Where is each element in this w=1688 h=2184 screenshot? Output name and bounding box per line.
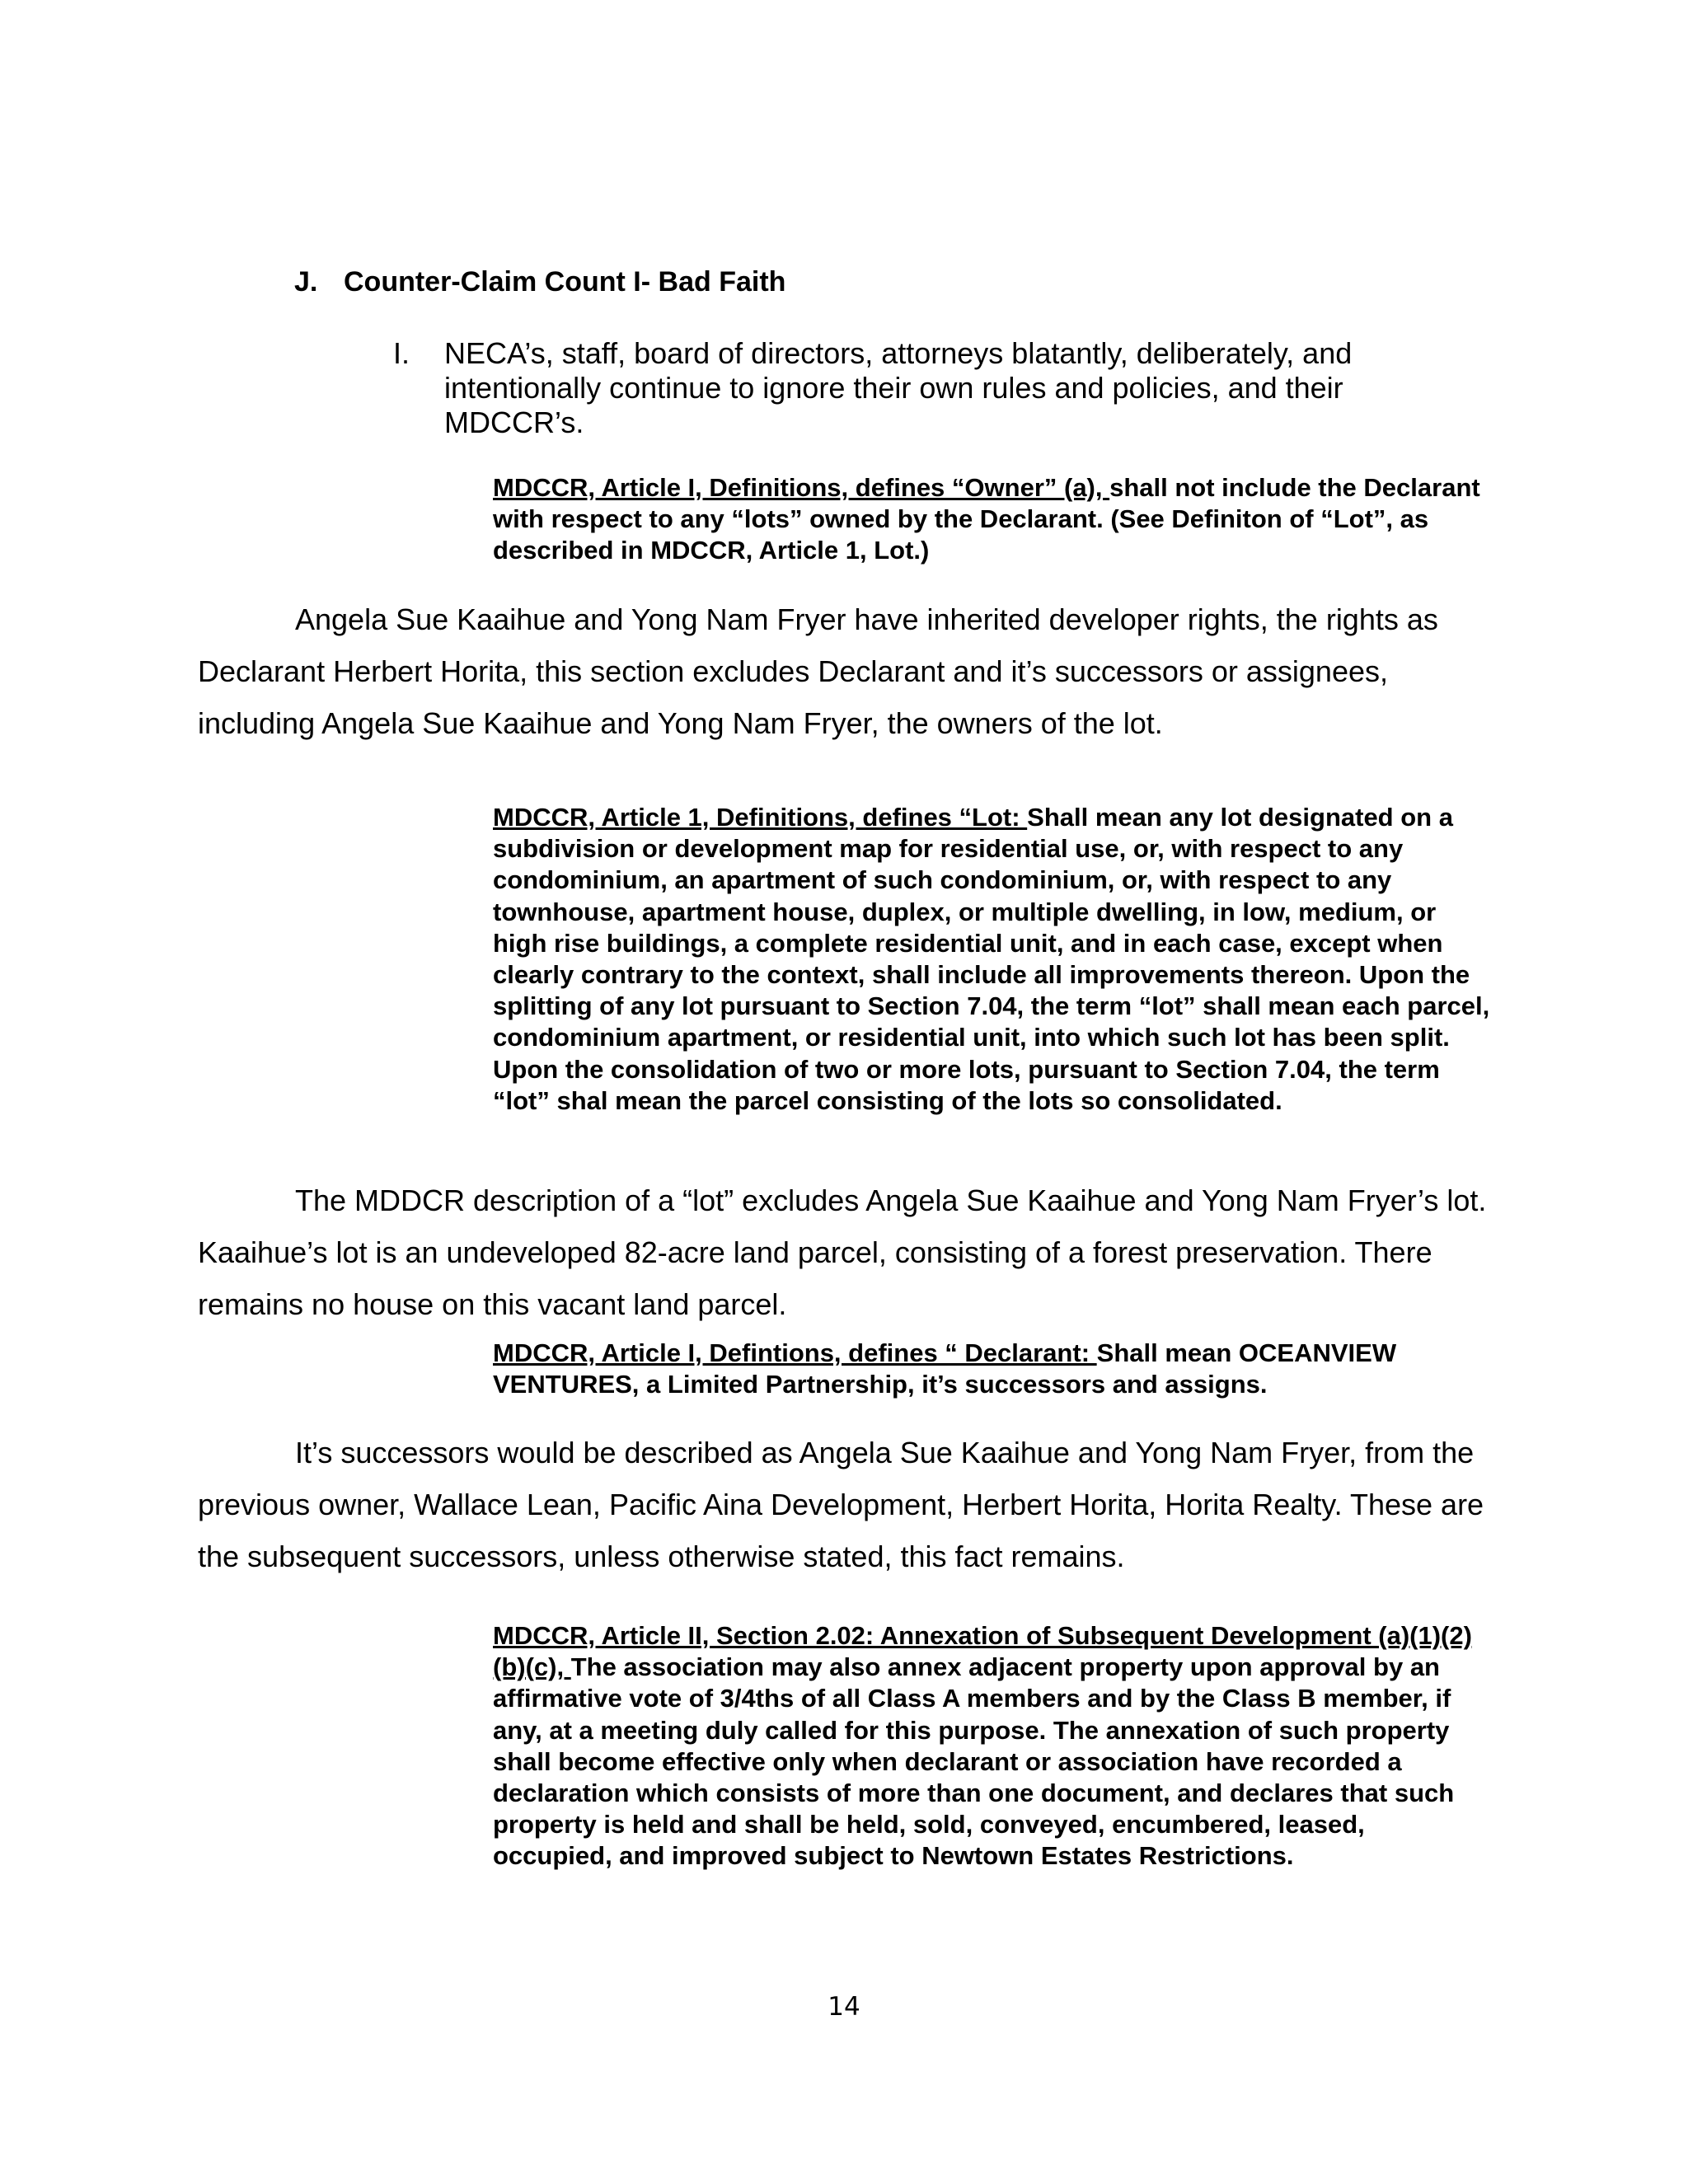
paragraph-text: The MDDCR description of a “lot” excludes Angela Sue Kaaihue and Yong Nam Fryer’s lot. Kaaihue’s lot is an undeveloped 82-acre land parcel, consisting of a forest preservation. There remains no house on this vacant land parcel. — [198, 1183, 1487, 1321]
quote-declarant-definition — [493, 1338, 1490, 1400]
quote-citation: MDCCR, Article I, Defintions, defines “ Declarant: — [493, 1338, 1097, 1367]
quote-citation: MDCCR, Article 1, Definitions, defines “Lot: — [493, 803, 1028, 832]
quote-body: Shall mean any lot designated on a subdivision or development map for residential use, or, with respect to any condominium, an apartment of such condominium, or, with respect to any townhouse, apartment house, duplex, or multiple dwelling, in low, medium, or high rise buildings, a complete residential unit, and in each case, except when clearly contrary to the context, shall include all improvements thereon. Upon the splitting of any lot pursuant to Section 7.04, the term “lot” shall mean each parcel, condominium apartment, or residential unit, into which such lot has been split. Upon the consolidation of two or more lots, pursuant to Section 7.04, the term “lot” shal mean the parcel consisting of the lots so consolidated. — [493, 803, 1490, 1115]
section-marker: J. — [294, 266, 318, 298]
quote-lot-definition — [493, 802, 1490, 1117]
item-text: NECA’s, staff, board of directors, attorneys blatantly, deliberately, and intentionally continue to ignore their own rules and policies, and their MDCCR’s. — [444, 336, 1353, 439]
quote-body: Shall mean OCEANVIEW VENTURES, a Limited Partnership, it’s successors and assigns. — [493, 1338, 1397, 1399]
body-paragraph-1 — [198, 593, 1500, 749]
quote-citation: MDCCR, Article II, Section 2.02: Annexation of Subsequent Development (a)(1)(2) (b)(c), — [493, 1621, 1472, 1682]
quote-citation: MDCCR, Article I, Definitions, defines “Owner” (a), — [493, 473, 1110, 502]
body-paragraph-2 — [198, 1174, 1500, 1330]
body-paragraph-3 — [198, 1427, 1500, 1582]
item-number: I. — [393, 336, 410, 370]
quote-body: shall not include the Declarant with respect to any “lots” owned by the Declarant. (See Definiton of “Lot”, as described in MDCCR, Article 1, Lot.) — [493, 473, 1480, 565]
numbered-item — [393, 336, 1407, 440]
paragraph-text: It’s successors would be described as Angela Sue Kaaihue and Yong Nam Fryer, from the previous owner, Wallace Lean, Pacific Aina Development, Herbert Horita, Horita Realty. These are the subsequent successors, unless otherwise stated, this fact remains. — [198, 1436, 1484, 1573]
quote-owner-definition — [493, 472, 1490, 567]
quote-body: The association may also annex adjacent property upon approval by an affirmative vote of 3/4ths of all Class A members and by the Class B member, if any, at a meeting duly called for this purpose. The annexation of such property shall become effective only when declarant or association have recorded a declaration which consists of more than one document, and declares that such property is held and shall be held, sold, conveyed, encumbered, leased, occupied, and improved subject to Newtown Estates Restrictions. — [493, 1652, 1455, 1871]
section-title: Counter-Claim Count I- Bad Faith — [344, 266, 786, 298]
quote-annexation-section — [493, 1620, 1490, 1872]
paragraph-text: Angela Sue Kaaihue and Yong Nam Fryer have inherited developer rights, the rights as Declarant Herbert Horita, this section excludes Declarant and it’s successors or assignees, including Angela Sue Kaaihue and Yong Nam Fryer, the owners of the lot. — [198, 602, 1438, 740]
page-number: 14 — [828, 1992, 860, 2022]
section-heading — [294, 265, 785, 298]
